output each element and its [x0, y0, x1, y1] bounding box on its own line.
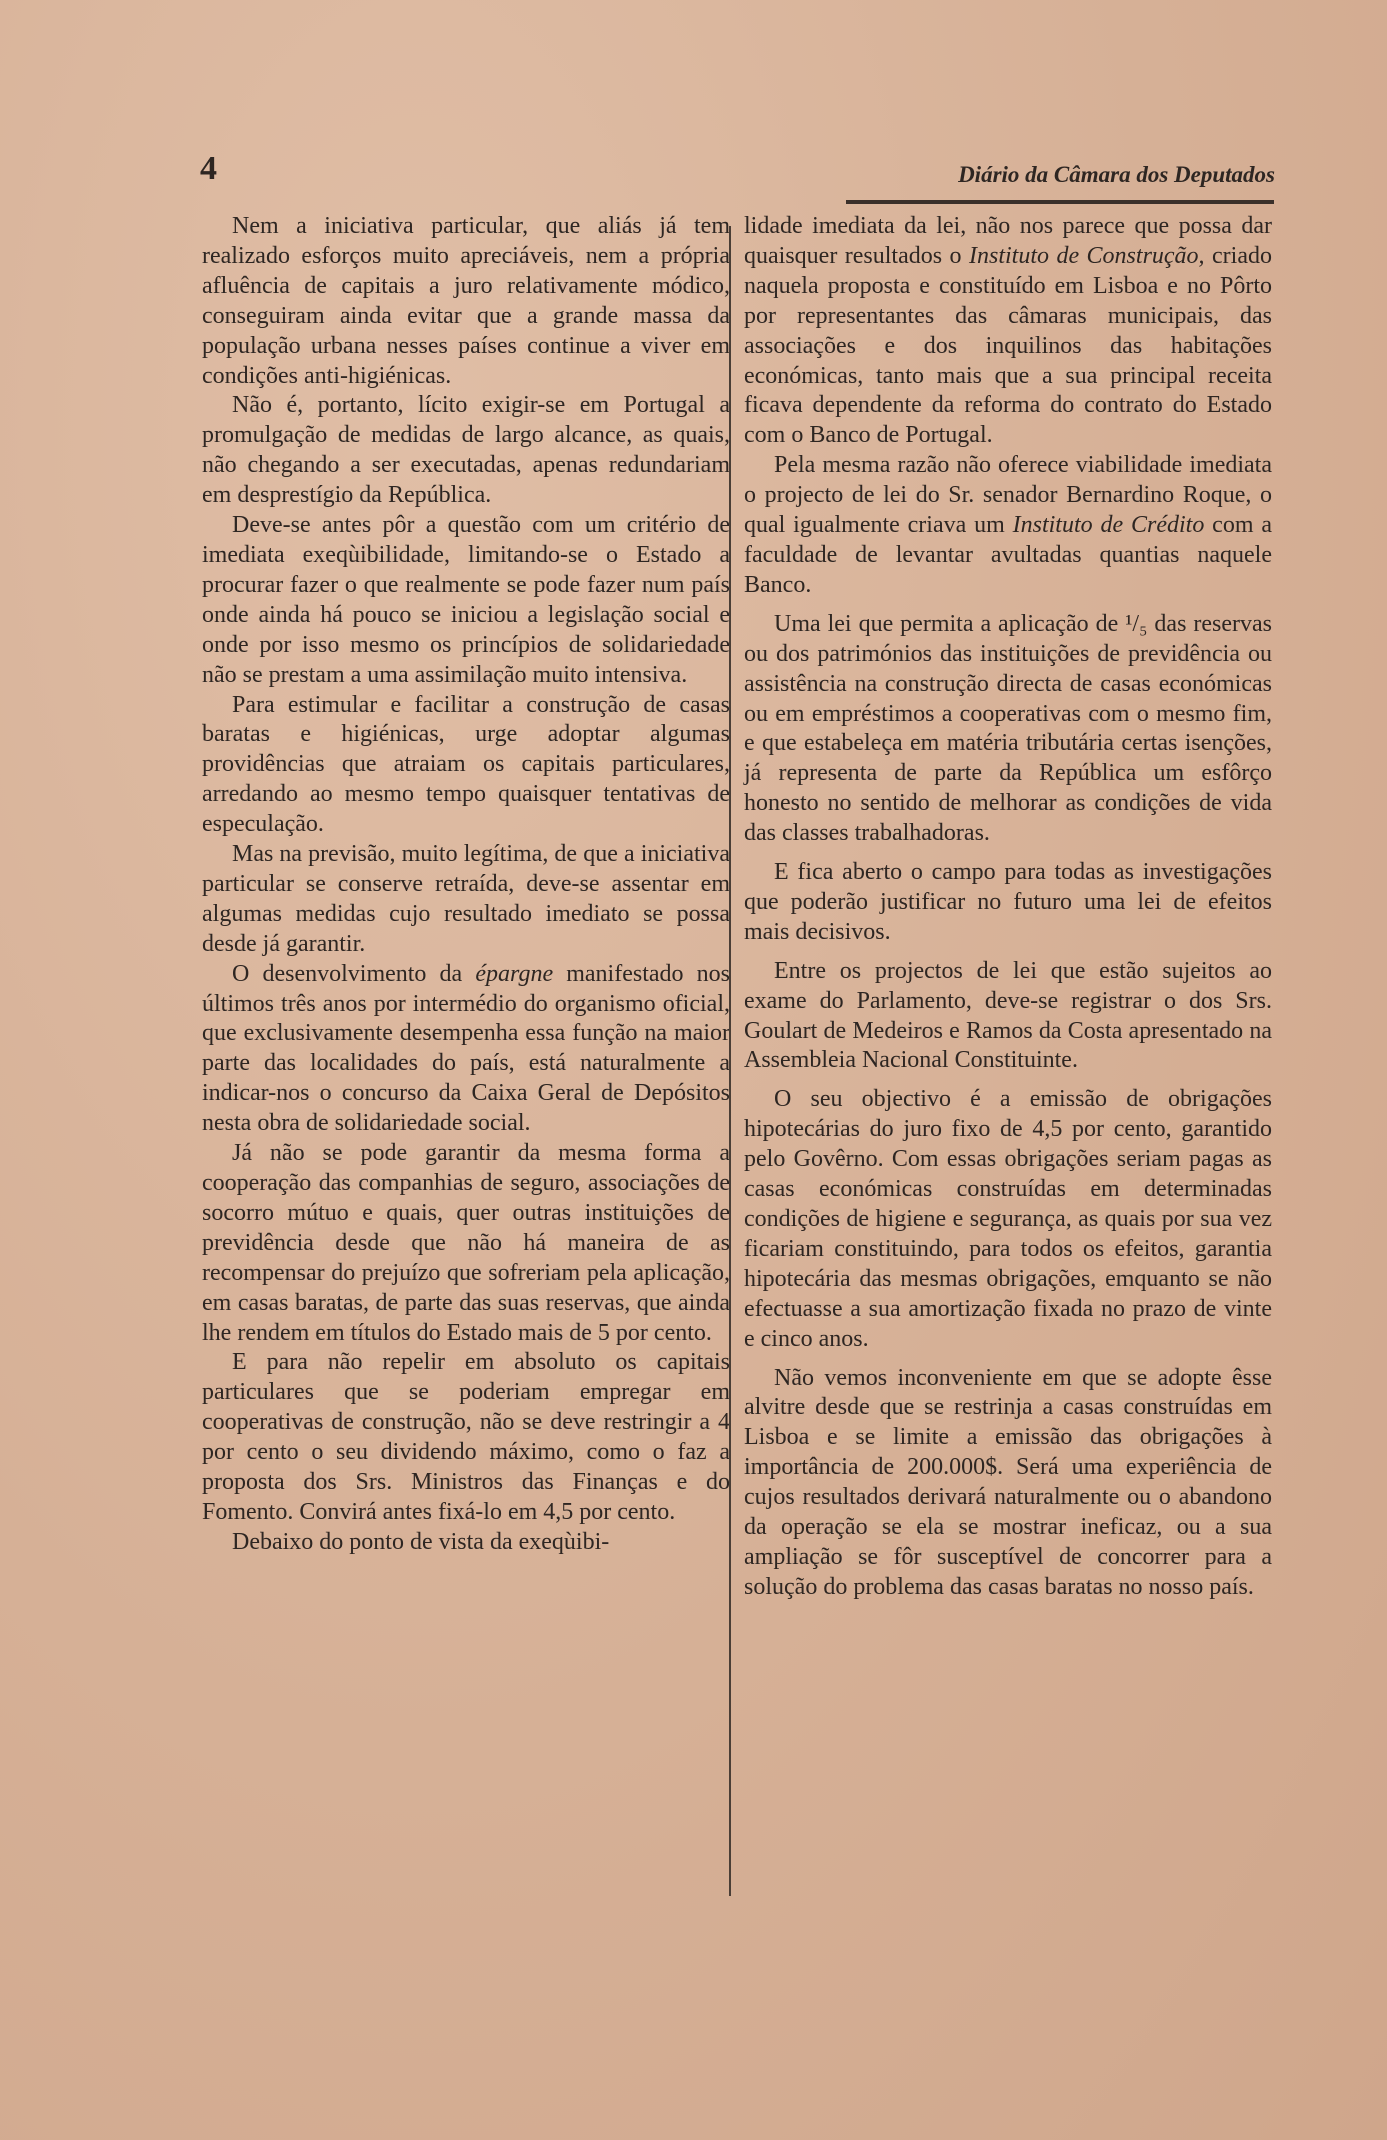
paragraph-text: manifestado nos últimos três anos por intermédio do organismo oficial, que exclusivamente desempenha essa função na maior parte das localidades do país, está naturalmente a indicar-nos o concurso da Caixa Geral de Depósitos nesta obra de solidariedade social. [202, 960, 730, 1137]
paragraph-text: criado naquela proposta e constituído em Lisboa e no Pôrto por representantes das câmaras municipais, das associações e dos inquilinos das habitações económicas, tanto mais que a sua principal receita ficava dependente da reforma do contrato do Estado com o Banco de Portugal. [744, 242, 1272, 449]
paragraph-text: Pela mesma razão não oferece viabilidade imediata o projecto de lei do Sr. senador Bernardino Roque, o qual igualmente criava um [744, 452, 1272, 539]
paragraph-text: lidade imediata da lei, não nos parece que possa dar quaisquer resultados o [744, 213, 1272, 269]
paragraph: Não vemos inconveniente em que se adopte êsse alvitre desde que se restrinja a casas construídas em Lisboa e se limite a emissão das obrigações à importância de 200.000$. Será uma experiência de cujos resultados derivará naturalmente ou o abandono da operação se ela se mostrar ineficaz, ou a sua ampliação se fôr susceptível de concorrer para a solução do problema das casas baratas no nosso país. [744, 1364, 1272, 1600]
paragraph: Já não se pode garantir da mesma forma a cooperação das companhias de seguro, associações de socorro mútuo e quais, quer outras instituições de previdência desde que não há maneira de as recompensar do prejuízo que sofreriam pela aplicação, em casas baratas, de parte das suas reservas, que ainda lhe rendem em títulos do Estado mais de 5 por cento. [202, 1140, 730, 1346]
column-divider [729, 226, 731, 1896]
paragraph: Nem a iniciativa particular, que aliás já tem realizado esforços muito apreciáveis, nem a própria afluência de capitais a juro relativamente módico, conseguiram ainda evitar que a grande massa da população urbana nesses países continue a viver em condições anti-higiénicas. [202, 213, 730, 389]
paragraph [744, 451, 1272, 601]
italic-term: Instituto de Construção, [968, 242, 1205, 269]
right-column [744, 212, 1272, 1603]
paragraph: Uma lei que permita a aplicação de ¹/₅ das reservas ou dos patrimónios das instituições de previdência ou assistência na construção directa de casas económicas ou em empréstimos a cooperativas com o mesmo fim, e que estabeleça em matéria tributária certas isenções, já representa de parte da República um esfôrço honesto no sentido de melhorar as condições de vida das classes trabalhadoras. [744, 610, 1272, 847]
paragraph: Deve-se antes pôr a questão com um critério de imediata exeqùibilidade, limitando-se o Estado a procurar fazer o que realmente se pode fazer num país onde ainda há pouco se iniciou a legislação social e onde por isso mesmo os princípios de solidariedade não se prestam a uma assimilação muito intensiva. [202, 512, 730, 688]
left-column [202, 212, 730, 1558]
paragraph: Não é, portanto, lícito exigir-se em Portugal a promulgação de medidas de largo alcance, as quais, não chegando a ser executadas, apenas redundariam em desprestígio da República. [202, 392, 730, 509]
paragraph: Entre os projectos de lei que estão sujeitos ao exame do Parlamento, deve-se registrar o dos Srs. Goulart de Medeiros e Ramos da Costa apresentado na Assembleia Nacional Constituinte. [744, 957, 1272, 1074]
italic-term: Instituto de Crédito [1012, 512, 1205, 539]
paragraph-text: com a faculdade de levantar avultadas quantias naquele Banco. [744, 512, 1272, 598]
paragraph: Mas na previsão, muito legítima, de que a iniciativa particular se conserve retraída, deve-se assentar em algumas medidas cujo resultado imediato se possa desde já garantir. [202, 841, 730, 957]
running-title: Diário da Câmara dos Deputados [958, 162, 1275, 187]
paragraph [744, 212, 1272, 451]
italic-term: épargne [475, 960, 554, 987]
page-number: 4 [200, 150, 217, 187]
paragraph: E para não repelir em absoluto os capitais particulares que se poderiam empregar em cooperativas de construção, não se deve restringir a 4 por cento o seu dividendo máximo, como o faz a proposta dos Srs. Ministros das Finanças e do Fomento. Convirá antes fixá-lo em 4,5 por cento. [202, 1349, 730, 1525]
header-rule [846, 200, 1274, 204]
paragraph: Debaixo do ponto de vista da exeqùibi- [232, 1528, 610, 1555]
paragraph: Para estimular e facilitar a construção de casas baratas e higiénicas, urge adoptar algumas providências que atraiam os capitais particulares, arredando ao mesmo tempo quaisquer tentativas de especulação. [202, 691, 730, 838]
paragraph-text: O desenvolvimento da [232, 960, 476, 987]
paragraph: E fica aberto o campo para todas as investigações que poderão justificar no futuro uma lei de efeitos mais decisivos. [744, 859, 1272, 945]
paragraph: O seu objectivo é a emissão de obrigações hipotecárias do juro fixo de 4,5 por cento, garantido pelo Govêrno. Com essas obrigações seriam pagas as casas económicas construídas em determinadas condições de higiene e segurança, as quais por sua vez ficariam constituindo, para todos os efeitos, garantia hipotecária das mesmas obrigações, emquanto se não efectuasse a sua amortização fixada no prazo de vinte e cinco anos. [744, 1086, 1272, 1352]
paragraph [202, 960, 730, 1139]
